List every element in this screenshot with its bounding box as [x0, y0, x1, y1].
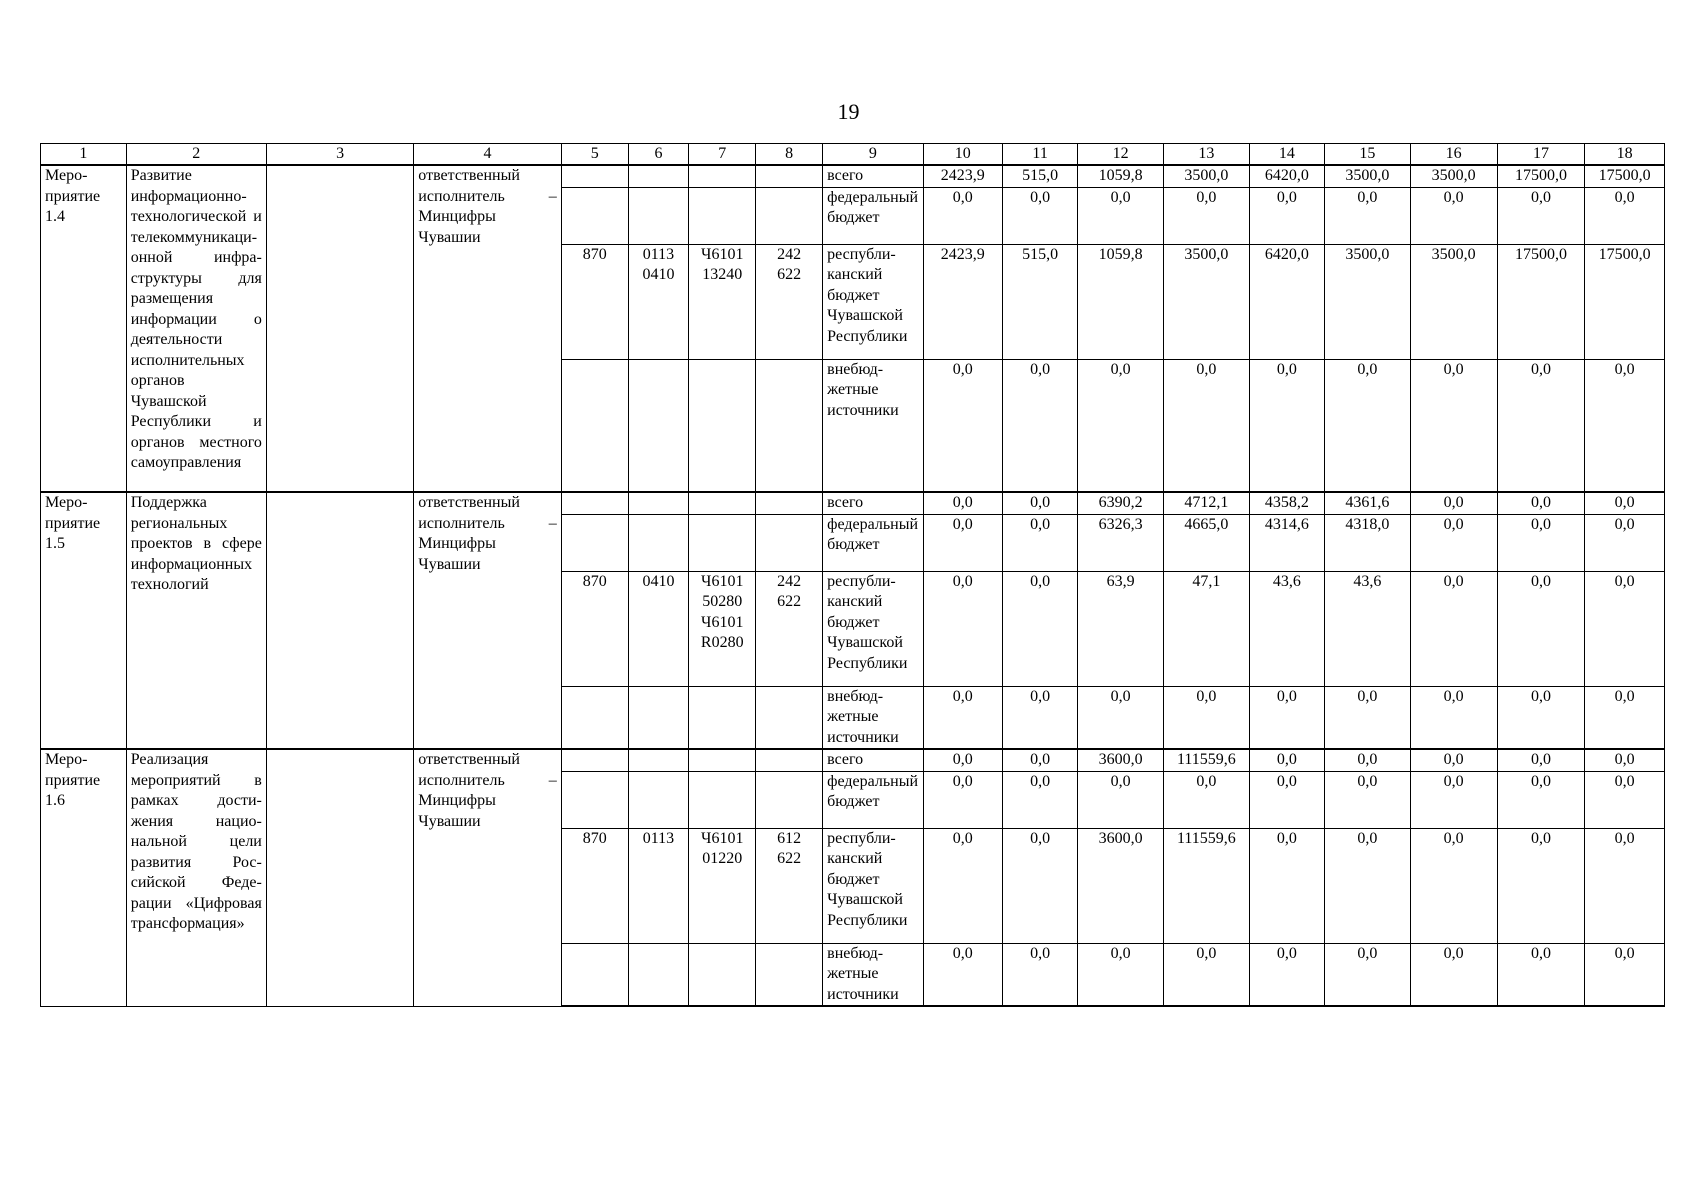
amount-cell: 0,0	[1497, 686, 1585, 749]
amount-cell: 2423,9	[923, 165, 1002, 187]
amount-cell: 0,0	[1164, 943, 1250, 1006]
budget-table	[40, 143, 1665, 1007]
empty-cell	[628, 943, 689, 1006]
amount-cell: 0,0	[1002, 187, 1077, 244]
amount-cell: 0,0	[1410, 571, 1497, 686]
amount-cell: 0,0	[1078, 686, 1164, 749]
empty-cell	[756, 514, 823, 571]
column-number: 15	[1325, 144, 1411, 166]
empty-cell	[756, 492, 823, 514]
amount-cell: 3500,0	[1164, 244, 1250, 359]
amount-cell: 0,0	[1585, 492, 1665, 514]
amount-cell: 0,0	[923, 514, 1002, 571]
empty-cell	[689, 165, 756, 187]
amount-cell: 0,0	[1249, 943, 1324, 1006]
empty-cell	[689, 686, 756, 749]
amount-cell: 0,0	[1497, 187, 1585, 244]
empty-cell	[628, 771, 689, 828]
column-number: 3	[266, 144, 413, 166]
amount-cell: 0,0	[1410, 359, 1497, 492]
amount-cell: 3600,0	[1078, 828, 1164, 943]
amount-cell: 0,0	[1410, 828, 1497, 943]
empty-cell	[689, 492, 756, 514]
column-number-row	[41, 144, 1665, 166]
measure-title: Развитие информационно-технологической и телекоммуникационной инфраструктуры для размещения информации о деятельности исполнительных органов Чувашской Республики и органов местного самоуправления	[126, 165, 266, 492]
amount-cell: 0,0	[1497, 359, 1585, 492]
measure-label: Меро- приятие 1.5	[41, 492, 127, 749]
amount-cell: 0,0	[1002, 749, 1077, 771]
amount-cell: 0,0	[1410, 492, 1497, 514]
amount-cell: 43,6	[1325, 571, 1411, 686]
code-grbs: 870	[561, 244, 628, 359]
column-number: 18	[1585, 144, 1665, 166]
amount-cell: 0,0	[1585, 686, 1665, 749]
funding-source: федеральный бюджет	[823, 187, 923, 244]
amount-cell: 0,0	[1078, 771, 1164, 828]
amount-cell: 0,0	[1002, 571, 1077, 686]
empty-cell	[689, 514, 756, 571]
funding-source: федеральный бюджет	[823, 771, 923, 828]
amount-cell: 0,0	[1497, 514, 1585, 571]
column-number: 2	[126, 144, 266, 166]
code-rzpr: 0113	[628, 828, 689, 943]
empty-cell	[628, 514, 689, 571]
amount-cell: 2423,9	[923, 244, 1002, 359]
measure-title: Поддержка региональных проектов в сфере информационных технологий	[126, 492, 266, 749]
column-number: 4	[414, 144, 561, 166]
amount-cell: 4361,6	[1325, 492, 1411, 514]
amount-cell: 0,0	[1002, 492, 1077, 514]
amount-cell: 0,0	[1249, 828, 1324, 943]
amount-cell: 4318,0	[1325, 514, 1411, 571]
amount-cell: 515,0	[1002, 165, 1077, 187]
amount-cell: 0,0	[1249, 771, 1324, 828]
column-number: 11	[1002, 144, 1077, 166]
table-row	[41, 492, 1665, 514]
amount-cell: 515,0	[1002, 244, 1077, 359]
amount-cell: 0,0	[1078, 943, 1164, 1006]
amount-cell: 6420,0	[1249, 165, 1324, 187]
empty-cell	[561, 165, 628, 187]
amount-cell: 0,0	[1585, 571, 1665, 686]
amount-cell: 0,0	[1410, 771, 1497, 828]
amount-cell: 0,0	[1325, 771, 1411, 828]
empty-cell	[561, 359, 628, 492]
amount-cell: 111559,6	[1164, 749, 1250, 771]
empty-cell	[756, 686, 823, 749]
amount-cell: 0,0	[1078, 359, 1164, 492]
table-row	[41, 749, 1665, 771]
amount-cell: 0,0	[1002, 828, 1077, 943]
empty-cell	[628, 359, 689, 492]
amount-cell: 0,0	[923, 187, 1002, 244]
code-csr: Ч6101 13240	[689, 244, 756, 359]
amount-cell: 0,0	[1497, 828, 1585, 943]
amount-cell: 17500,0	[1585, 165, 1665, 187]
amount-cell: 0,0	[1002, 943, 1077, 1006]
page-number: 19	[837, 99, 860, 124]
empty-cell	[756, 943, 823, 1006]
column-number: 17	[1497, 144, 1585, 166]
code-csr: Ч6101 50280 Ч6101 R0280	[689, 571, 756, 686]
code-rzpr: 0410	[628, 571, 689, 686]
amount-cell: 0,0	[1249, 686, 1324, 749]
empty-cell	[266, 749, 413, 1006]
amount-cell: 0,0	[923, 686, 1002, 749]
column-number: 14	[1249, 144, 1324, 166]
column-number: 8	[756, 144, 823, 166]
code-vr: 242 622	[756, 244, 823, 359]
amount-cell: 1059,8	[1078, 244, 1164, 359]
code-grbs: 870	[561, 571, 628, 686]
amount-cell: 0,0	[1002, 771, 1077, 828]
amount-cell: 0,0	[923, 571, 1002, 686]
amount-cell: 17500,0	[1497, 165, 1585, 187]
amount-cell: 0,0	[1497, 771, 1585, 828]
amount-cell: 0,0	[923, 492, 1002, 514]
amount-cell: 17500,0	[1585, 244, 1665, 359]
amount-cell: 6420,0	[1249, 244, 1324, 359]
amount-cell: 0,0	[1410, 943, 1497, 1006]
empty-cell	[756, 771, 823, 828]
amount-cell: 0,0	[923, 771, 1002, 828]
empty-cell	[689, 943, 756, 1006]
empty-cell	[561, 686, 628, 749]
amount-cell: 0,0	[923, 828, 1002, 943]
empty-cell	[561, 187, 628, 244]
column-number: 7	[689, 144, 756, 166]
empty-cell	[266, 492, 413, 749]
empty-cell	[689, 749, 756, 771]
measure-label: Меро- приятие 1.6	[41, 749, 127, 1006]
empty-cell	[689, 359, 756, 492]
funding-source: федеральный бюджет	[823, 514, 923, 571]
amount-cell: 0,0	[1249, 187, 1324, 244]
amount-cell: 3500,0	[1410, 165, 1497, 187]
empty-cell	[561, 943, 628, 1006]
amount-cell: 0,0	[1002, 514, 1077, 571]
empty-cell	[628, 187, 689, 244]
amount-cell: 0,0	[1585, 514, 1665, 571]
amount-cell: 0,0	[1410, 187, 1497, 244]
amount-cell: 43,6	[1249, 571, 1324, 686]
amount-cell: 0,0	[923, 359, 1002, 492]
amount-cell: 0,0	[1078, 187, 1164, 244]
empty-cell	[756, 749, 823, 771]
empty-cell	[628, 165, 689, 187]
amount-cell: 0,0	[1164, 359, 1250, 492]
amount-cell: 0,0	[1325, 359, 1411, 492]
empty-cell	[561, 749, 628, 771]
amount-cell: 4358,2	[1249, 492, 1324, 514]
measure-executor: ответственный исполнитель – Минцифры Чувашии	[414, 165, 561, 492]
code-csr: Ч6101 01220	[689, 828, 756, 943]
amount-cell: 0,0	[923, 943, 1002, 1006]
amount-cell: 0,0	[1585, 943, 1665, 1006]
amount-cell: 4314,6	[1249, 514, 1324, 571]
column-number: 6	[628, 144, 689, 166]
funding-source: республиканский бюджет Чувашской Республики	[823, 571, 923, 686]
column-number: 13	[1164, 144, 1250, 166]
amount-cell: 0,0	[1410, 686, 1497, 749]
empty-cell	[266, 165, 413, 492]
amount-cell: 0,0	[1497, 749, 1585, 771]
amount-cell: 4712,1	[1164, 492, 1250, 514]
amount-cell: 3500,0	[1325, 165, 1411, 187]
amount-cell: 3500,0	[1410, 244, 1497, 359]
empty-cell	[689, 771, 756, 828]
empty-cell	[689, 187, 756, 244]
amount-cell: 0,0	[1325, 749, 1411, 771]
amount-cell: 0,0	[1325, 187, 1411, 244]
funding-source: республиканский бюджет Чувашской Республики	[823, 244, 923, 359]
column-number: 1	[41, 144, 127, 166]
amount-cell: 3500,0	[1164, 165, 1250, 187]
column-number: 10	[923, 144, 1002, 166]
amount-cell: 1059,8	[1078, 165, 1164, 187]
amount-cell: 0,0	[1164, 771, 1250, 828]
funding-source: республиканский бюджет Чувашской Республики	[823, 828, 923, 943]
amount-cell: 4665,0	[1164, 514, 1250, 571]
amount-cell: 63,9	[1078, 571, 1164, 686]
empty-cell	[628, 492, 689, 514]
empty-cell	[561, 514, 628, 571]
amount-cell: 0,0	[1585, 359, 1665, 492]
amount-cell: 0,0	[1164, 187, 1250, 244]
amount-cell: 0,0	[1497, 492, 1585, 514]
amount-cell: 0,0	[1325, 828, 1411, 943]
code-grbs: 870	[561, 828, 628, 943]
amount-cell: 6326,3	[1078, 514, 1164, 571]
amount-cell: 0,0	[1410, 514, 1497, 571]
amount-cell: 0,0	[1002, 359, 1077, 492]
funding-source: всего	[823, 749, 923, 771]
amount-cell: 17500,0	[1497, 244, 1585, 359]
funding-source: внебюджетные источники	[823, 943, 923, 1006]
amount-cell: 0,0	[1410, 749, 1497, 771]
column-number: 5	[561, 144, 628, 166]
amount-cell: 3500,0	[1325, 244, 1411, 359]
funding-source: всего	[823, 492, 923, 514]
amount-cell: 0,0	[1164, 686, 1250, 749]
empty-cell	[756, 165, 823, 187]
amount-cell: 0,0	[1585, 771, 1665, 828]
empty-cell	[628, 749, 689, 771]
empty-cell	[756, 187, 823, 244]
amount-cell: 111559,6	[1164, 828, 1250, 943]
measure-label: Меро- приятие 1.4	[41, 165, 127, 492]
column-number: 9	[823, 144, 923, 166]
amount-cell: 0,0	[1325, 686, 1411, 749]
column-number: 16	[1410, 144, 1497, 166]
amount-cell: 0,0	[1002, 686, 1077, 749]
empty-cell	[628, 686, 689, 749]
funding-source: внебюджетные источники	[823, 686, 923, 749]
empty-cell	[756, 359, 823, 492]
amount-cell: 0,0	[1497, 943, 1585, 1006]
amount-cell: 0,0	[923, 749, 1002, 771]
amount-cell: 0,0	[1497, 571, 1585, 686]
code-rzpr: 0113 0410	[628, 244, 689, 359]
measure-executor: ответственный исполнитель – Минцифры Чувашии	[414, 492, 561, 749]
column-number: 12	[1078, 144, 1164, 166]
measure-title: Реализация мероприятий в рамках достижения национальной цели развития Российской Федерации «Цифровая трансформация»	[126, 749, 266, 1006]
amount-cell: 0,0	[1249, 749, 1324, 771]
amount-cell: 0,0	[1585, 187, 1665, 244]
empty-cell	[561, 492, 628, 514]
table-body	[41, 144, 1665, 1007]
empty-cell	[561, 771, 628, 828]
amount-cell: 0,0	[1249, 359, 1324, 492]
measure-executor: ответственный исполнитель – Минцифры Чувашии	[414, 749, 561, 1006]
amount-cell: 3600,0	[1078, 749, 1164, 771]
code-vr: 242 622	[756, 571, 823, 686]
funding-source: внебюджетные источники	[823, 359, 923, 492]
amount-cell: 0,0	[1325, 943, 1411, 1006]
table-row	[41, 165, 1665, 187]
funding-source: всего	[823, 165, 923, 187]
amount-cell: 0,0	[1585, 828, 1665, 943]
amount-cell: 47,1	[1164, 571, 1250, 686]
code-vr: 612 622	[756, 828, 823, 943]
amount-cell: 6390,2	[1078, 492, 1164, 514]
amount-cell: 0,0	[1585, 749, 1665, 771]
